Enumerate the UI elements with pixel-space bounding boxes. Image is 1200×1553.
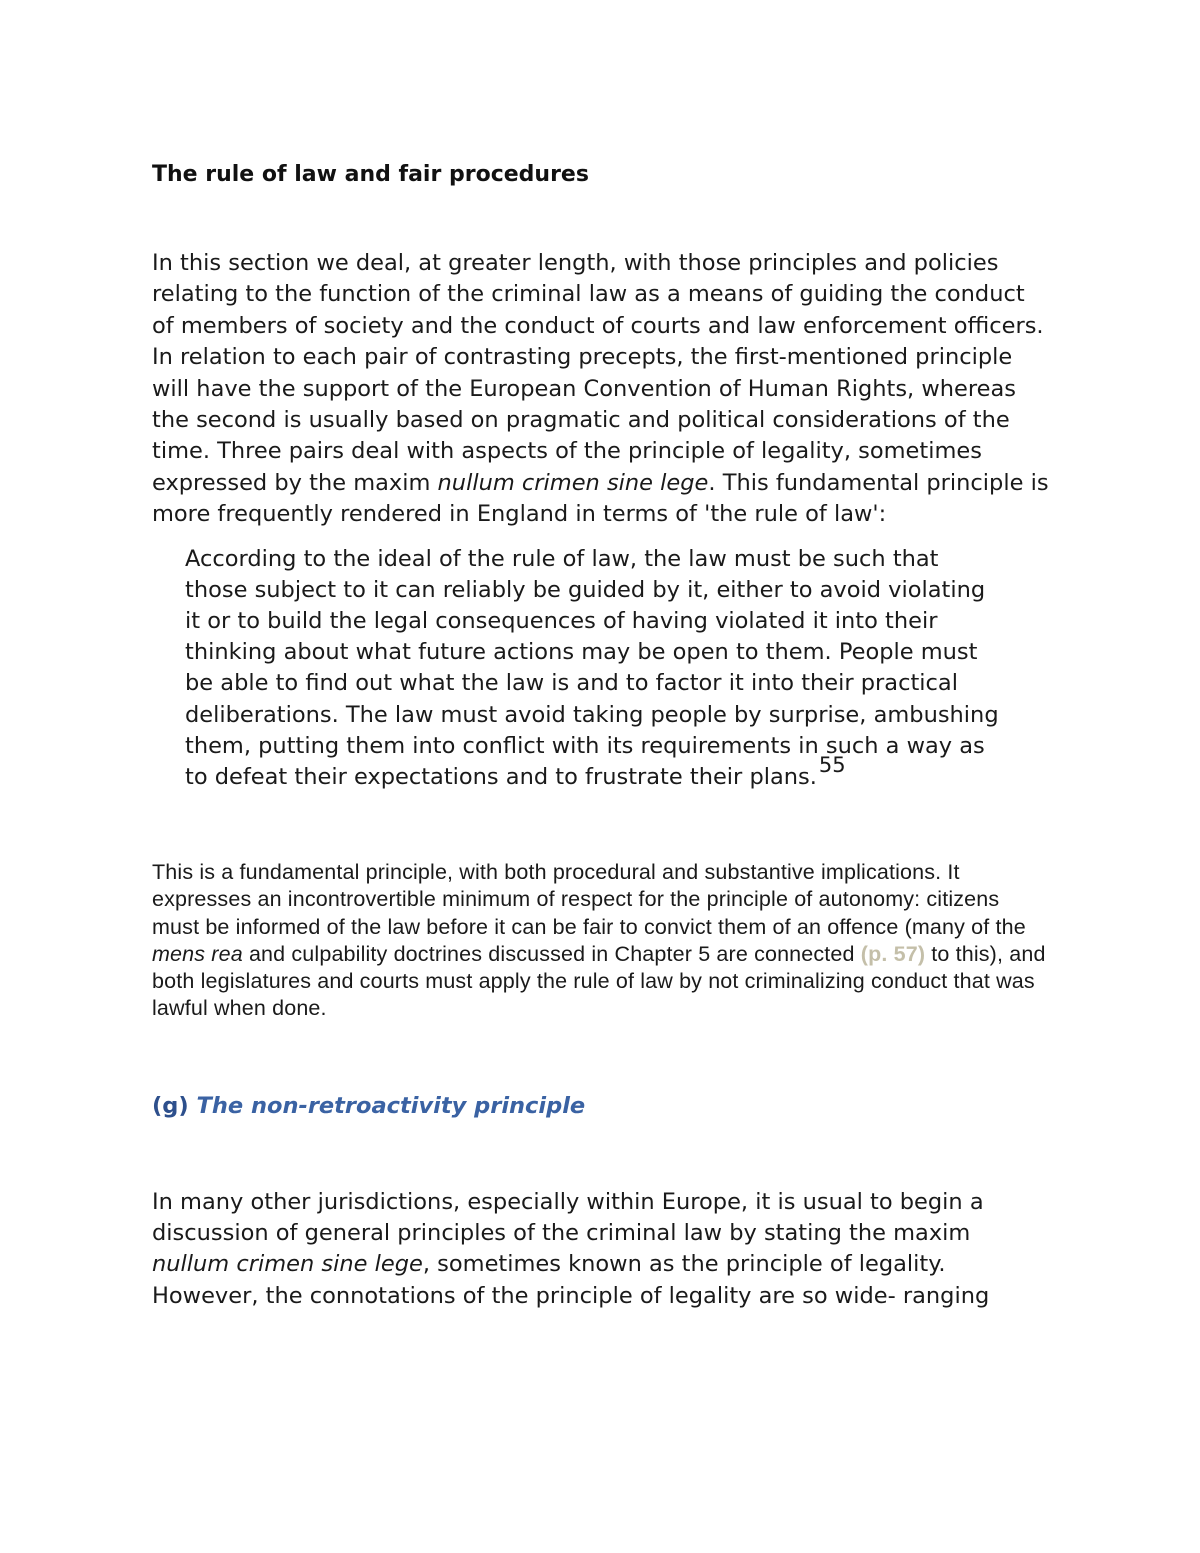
block-quote bbox=[185, 544, 1005, 794]
footnote-marker[interactable]: 55 bbox=[818, 753, 846, 778]
legality-text-2: , sometimes known as the principle of legality. However, the connotations of the principle of legality are so wide- ranging bbox=[152, 1251, 990, 1309]
legality-maxim-italic: nullum crimen sine lege bbox=[152, 1251, 423, 1278]
document-page bbox=[152, 160, 1052, 1312]
section-title: The rule of law and fair procedures bbox=[152, 162, 589, 187]
intro-paragraph bbox=[152, 248, 1052, 531]
maxim-italic: nullum crimen sine lege bbox=[437, 469, 709, 496]
principle-text-2: and culpability doctrines discussed in Chapter 5 are connected bbox=[242, 941, 861, 966]
subsection-title: The non-retroactivity principle bbox=[196, 1092, 586, 1119]
principle-text-3: to this), and both legislatures and courts must apply the rule of law by not criminalizing conduct that was lawful when done. bbox=[152, 941, 1046, 1021]
subsection-heading bbox=[152, 1091, 1052, 1121]
intro-text-1: In this section we deal, at greater length, with those principles and policies relating to the function of the criminal law as a means of guiding the conduct of members of society and the conduct of courts and law enforcement officers. In relation to each pair of contrasting precepts, the first-mentioned principle will have the support of the European Convention of Human Rights, whereas the second is usually based on pragmatic and political considerations of the time. Three pairs deal with aspects of the principle of legality, sometimes expressed by the maxim bbox=[152, 250, 1044, 496]
legality-paragraph bbox=[152, 1187, 1052, 1313]
principle-paragraph bbox=[152, 859, 1052, 1022]
intro-text-2: . This fundamental principle is more frequently rendered in England in terms of 'the rule of law': bbox=[152, 469, 1049, 528]
subsection-label: (g) bbox=[152, 1092, 189, 1119]
page-reference-link[interactable]: (p. 57) bbox=[860, 941, 926, 966]
mens-rea-italic: mens rea bbox=[152, 941, 243, 966]
quote-text: According to the ideal of the rule of law, the law must be such that those subject to it can reliably be guided by it, either to avoid violating it or to build the legal consequences of having violated it into their thinking about what future actions may be open to them. People must be able to find out what the law is and to factor it into their practical deliberations. The law must avoid taking people by surprise, ambushing them, putting them into conflict with its requirements in such a way as to defeat their expectations and to frustrate their plans. bbox=[185, 545, 999, 791]
principle-text-1: This is a fundamental principle, with both procedural and substantive implications. It expresses an incontrovertible minimum of respect for the principle of autonomy: citizens must be informed of the law before it can be fair to convict them of an offence (many of the bbox=[152, 860, 1026, 939]
legality-text-1: In many other jurisdictions, especially within Europe, it is usual to begin a discussion of general principles of the criminal law by stating the maxim bbox=[152, 1188, 984, 1246]
